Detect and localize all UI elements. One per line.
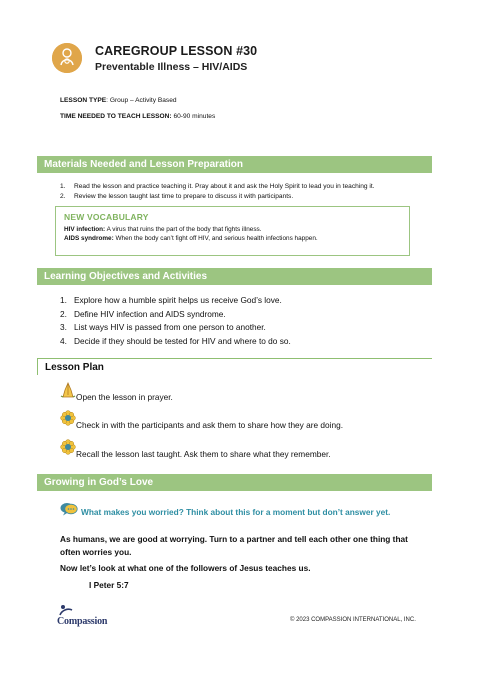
plan-step: [60, 414, 343, 430]
speech-bubble-icon: [60, 502, 78, 521]
list-item: 1. Read the lesson and practice teaching it. Pray about it and ask the Holy Spirit to lead you in teaching it.: [60, 183, 375, 190]
flower-icon: [60, 410, 76, 426]
vocabulary-entry: AIDS syndrome: When the body can’t fight off HIV, and serious health infections happen.: [64, 235, 318, 242]
plan-step: [60, 386, 173, 402]
paragraph-followers: Now let’s look at what one of the followers of Jesus teaches us.: [60, 563, 311, 573]
flower-icon: [60, 439, 76, 455]
materials-list: [60, 183, 440, 203]
plan-step-text: Recall the lesson last taught. Ask them to share what they remember.: [76, 449, 331, 459]
page-title: CAREGROUP LESSON #30: [95, 44, 258, 58]
compassion-logo: [57, 604, 107, 627]
mother-child-icon: [52, 43, 82, 73]
time-needed-value: 60-90 minutes: [171, 113, 216, 120]
compassion-brand: Compassion: [57, 616, 108, 627]
lesson-type-value: : Group – Activity Based: [106, 97, 177, 104]
materials-heading: Materials Needed and Lesson Preparation: [37, 156, 432, 173]
plan-step-text: Check in with the participants and ask them to share how they are doing.: [76, 420, 344, 430]
scripture-reference: I Peter 5:7: [89, 580, 129, 590]
time-needed-label: TIME NEEDED TO TEACH LESSON:: [60, 113, 172, 120]
list-item: 4. Decide if they should be tested for HIV and where to do so.: [60, 335, 291, 346]
vocabulary-title: NEW VOCABULARY: [64, 212, 149, 222]
person-icon: [59, 604, 73, 616]
list-item: 3. List ways HIV is passed from one person to another.: [60, 322, 266, 332]
question-text: What makes you worried? Think about this for a moment but don’t answer yet.: [81, 506, 391, 517]
plan-step: [60, 443, 331, 459]
copyright: © 2023 COMPASSION INTERNATIONAL, INC.: [290, 617, 416, 623]
praying-hands-icon: [60, 382, 76, 398]
list-item: 2. Review the lesson taught last time to prepare to discuss it with participants.: [60, 193, 294, 200]
plan-step-text: Open the lesson in prayer.: [76, 392, 173, 402]
lesson-type-label: LESSON TYPE: [60, 97, 107, 104]
lesson-plan-heading: Lesson Plan: [37, 358, 432, 375]
objectives-heading: Learning Objectives and Activities: [37, 268, 432, 285]
growing-heading: Growing in God’s Love: [37, 474, 432, 491]
list-item: 1. Explore how a humble spirit helps us receive God’s love.: [60, 295, 282, 305]
list-item: 2. Define HIV infection and AIDS syndrome.: [60, 308, 226, 319]
time-needed: [60, 113, 215, 120]
page-subtitle: Preventable Illness – HIV/AIDS: [95, 61, 248, 73]
discussion-question: [60, 502, 390, 521]
paragraph-worrying: As humans, we are good at worrying. Turn to a partner and tell each other one thing that often worries you.: [60, 534, 408, 557]
objectives-list: [60, 295, 440, 349]
lesson-type: [60, 97, 177, 104]
vocabulary-box: [55, 206, 410, 256]
vocabulary-entry: HIV infection: A virus that ruins the part of the body that fights illness.: [64, 226, 262, 233]
